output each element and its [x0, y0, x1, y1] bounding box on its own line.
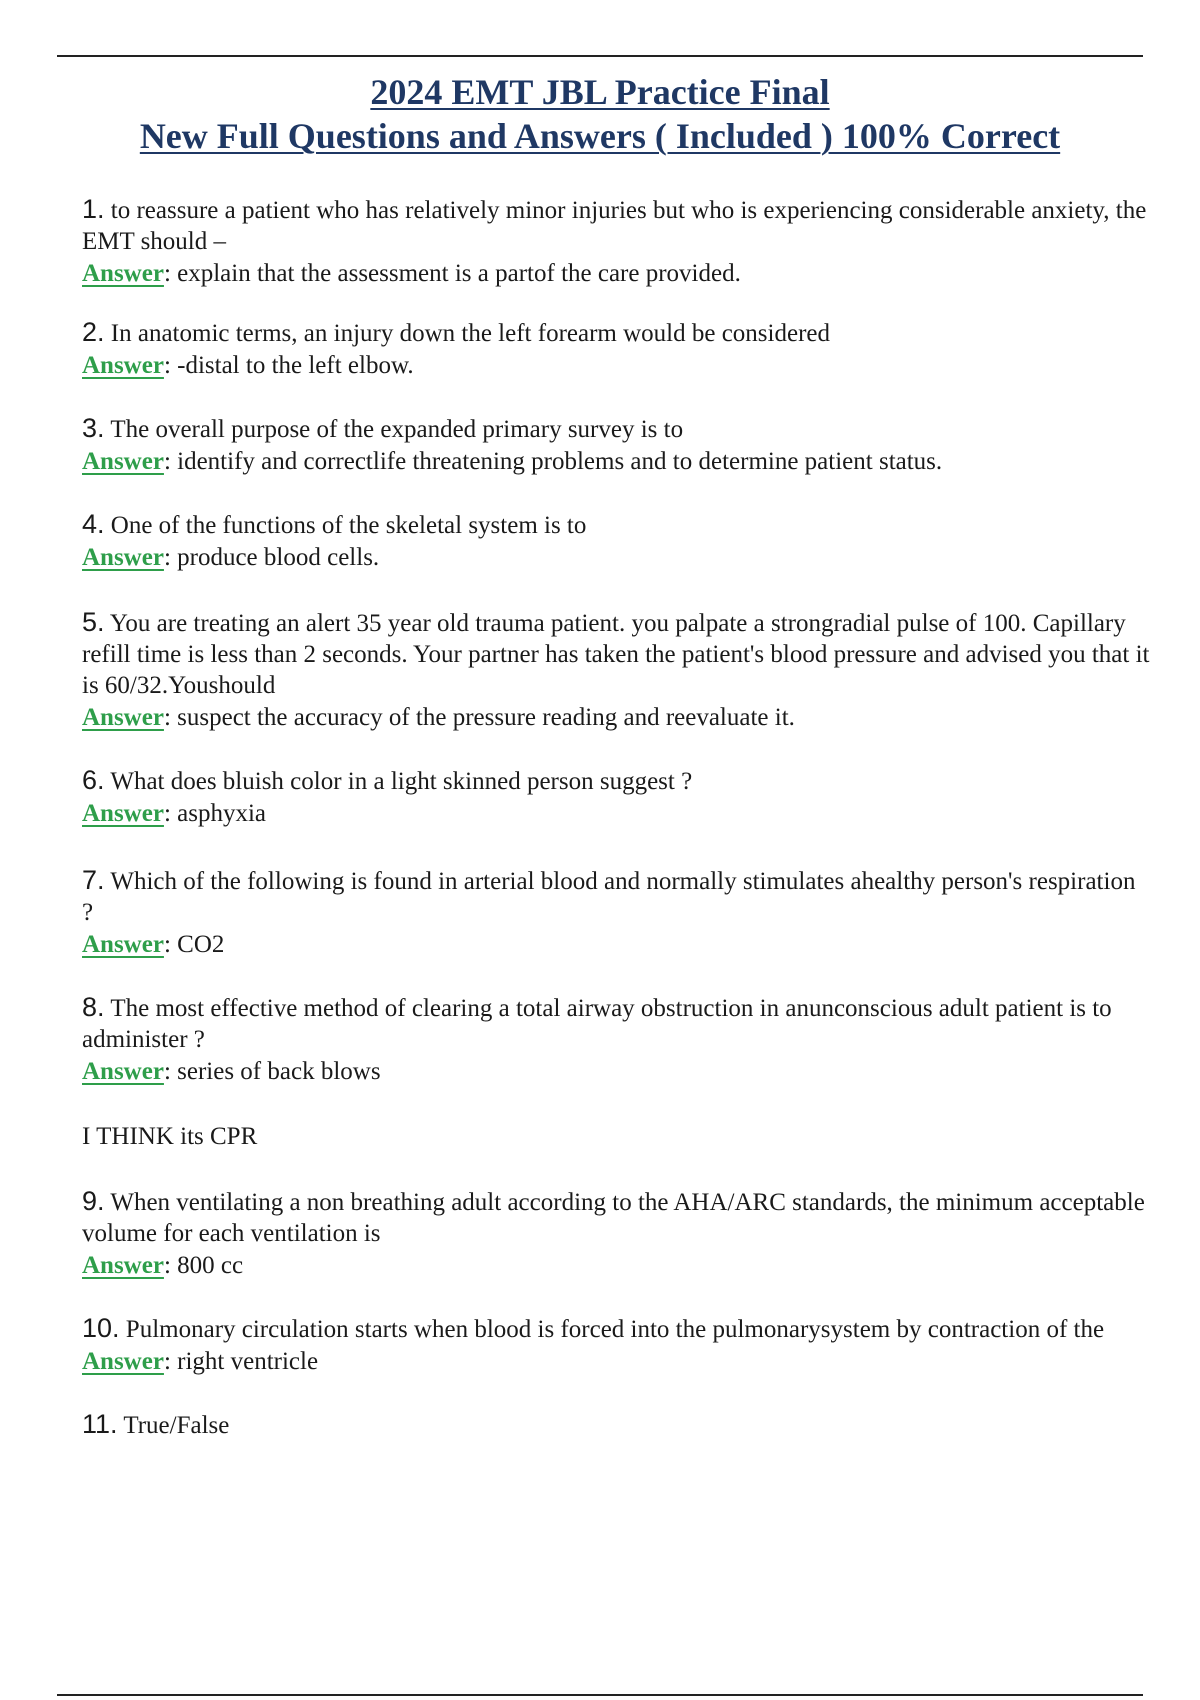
answer-text: asphyxia	[177, 800, 267, 827]
qa-item-3	[82, 413, 1152, 477]
answer: Answer: right ventricle	[82, 1348, 319, 1375]
document-header	[0, 70, 1200, 158]
question-number: 7.	[82, 865, 105, 895]
question-text: The overall purpose of the expanded primary survey is to	[110, 416, 684, 443]
question-text: You are treating an alert 35 year old trauma patient. you palpate a strongradial pulse of 100. Capillary refill time is less than 2 seconds. Your partner has taken the patient's blood pressure and advised you that it is 60/32.Youshould	[82, 610, 1150, 699]
answer-label: Answer	[82, 260, 164, 287]
answer-label: Answer	[82, 352, 164, 379]
question-text: In anatomic terms, an injury down the left forearm would be considered	[110, 320, 830, 347]
question	[82, 1409, 1152, 1441]
question	[82, 1313, 1152, 1345]
qa-item-6	[82, 765, 1152, 829]
answer-label: Answer	[82, 448, 164, 475]
answer: Answer: 800 cc	[82, 1252, 244, 1279]
qa-item-1	[82, 194, 1152, 289]
answer-text: produce blood cells.	[177, 544, 380, 571]
question-number: 4.	[82, 509, 105, 539]
question-number: 9.	[82, 1186, 105, 1216]
qa-item-10	[82, 1313, 1152, 1377]
question	[82, 509, 1152, 541]
answer-text: right ventricle	[177, 1348, 319, 1375]
answer-label: Answer	[82, 544, 164, 571]
qa-list	[82, 194, 1152, 1441]
question	[82, 865, 1152, 928]
answer: Answer: suspect the accuracy of the pressure reading and reevaluate it.	[82, 704, 795, 731]
document-subtitle: New Full Questions and Answers ( Included ) 100% Correct	[139, 116, 1061, 156]
bottom-rule	[57, 1694, 1143, 1696]
answer: Answer: produce blood cells.	[82, 544, 380, 571]
question-number: 10.	[82, 1313, 120, 1343]
answer-label: Answer	[82, 1252, 164, 1279]
answer: Answer: identify and correctlife threatening problems and to determine patient status.	[82, 448, 943, 475]
answer-text: explain that the assessment is a partof the care provided.	[177, 260, 741, 287]
question-number: 2.	[82, 317, 105, 347]
qa-item-4	[82, 509, 1152, 573]
handwritten-style-note: I THINK its CPR	[82, 1123, 258, 1150]
answer-label: Answer	[82, 704, 164, 731]
answer-text: identify and correctlife threatening problems and to determine patient status.	[177, 448, 943, 475]
question-number: 3.	[82, 413, 105, 443]
question-text: When ventilating a non breathing adult according to the AHA/ARC standards, the minimum acceptable volume for each ventilation is	[82, 1189, 1145, 1247]
question-text: to reassure a patient who has relatively minor injuries but who is experiencing considerable anxiety, the EMT should –	[82, 197, 1147, 255]
answer: Answer: asphyxia	[82, 800, 267, 827]
qa-item-11	[82, 1409, 1152, 1441]
answer-text: CO2	[177, 931, 225, 958]
question	[82, 194, 1152, 257]
question	[82, 992, 1152, 1055]
question-number: 11.	[82, 1409, 118, 1439]
answer: Answer: series of back blows	[82, 1058, 381, 1085]
answer-text: 800 cc	[177, 1252, 244, 1279]
question-number: 8.	[82, 992, 105, 1022]
qa-item-2	[82, 317, 1152, 381]
question-text: Which of the following is found in arterial blood and normally stimulates ahealthy person's respiration ?	[82, 868, 1136, 926]
top-rule	[57, 55, 1143, 57]
answer: Answer: -distal to the left elbow.	[82, 352, 414, 379]
question-number: 1.	[82, 194, 105, 224]
answer-label: Answer	[82, 931, 164, 958]
answer: Answer: explain that the assessment is a partof the care provided.	[82, 260, 741, 287]
question-text: What does bluish color in a light skinned person suggest ?	[110, 768, 693, 795]
qa-item-9	[82, 1186, 1152, 1281]
question-text: Pulmonary circulation starts when blood is forced into the pulmonarysystem by contraction of the	[125, 1316, 1105, 1343]
question-text: The most effective method of clearing a total airway obstruction in anunconscious adult patient is to administer ?	[82, 995, 1112, 1053]
question-text: True/False	[123, 1412, 230, 1439]
document-title: 2024 EMT JBL Practice Final	[370, 72, 830, 112]
answer: Answer: CO2	[82, 931, 225, 958]
answer-text: series of back blows	[177, 1058, 381, 1085]
answer-text: -distal to the left elbow.	[177, 352, 414, 379]
question-text: One of the functions of the skeletal system is to	[110, 512, 587, 539]
qa-item-7	[82, 865, 1152, 960]
question	[82, 1186, 1152, 1249]
answer-label: Answer	[82, 1348, 164, 1375]
qa-item-8	[82, 992, 1152, 1087]
question	[82, 413, 1152, 445]
question	[82, 317, 1152, 349]
question-number: 6.	[82, 765, 105, 795]
question	[82, 607, 1152, 701]
question-number: 5.	[82, 607, 105, 637]
answer-label: Answer	[82, 800, 164, 827]
answer-label: Answer	[82, 1058, 164, 1085]
answer-text: suspect the accuracy of the pressure reading and reevaluate it.	[177, 704, 795, 731]
question	[82, 765, 1152, 797]
qa-item-5	[82, 607, 1152, 733]
